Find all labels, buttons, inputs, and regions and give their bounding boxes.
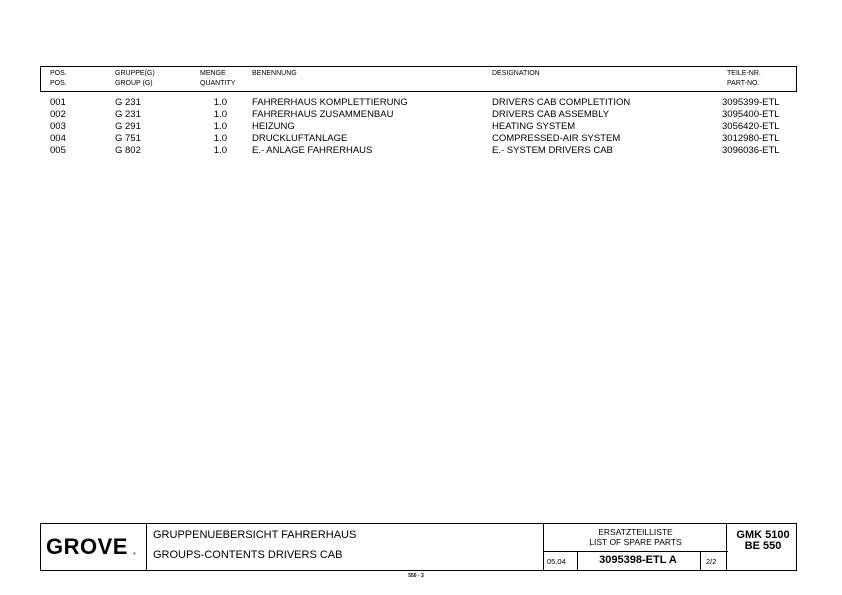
sheet-number: 2/2 [706, 557, 717, 566]
model-name: GMK 5100 [736, 529, 790, 541]
header-benennung: BENENNUNG [252, 70, 297, 77]
header-group: GRUPPE(G) GROUP (G) [115, 70, 155, 87]
cell-benennung: FAHRERHAUS KOMPLETTIERUNG [252, 97, 408, 108]
table-row [0, 121, 842, 133]
cell-group: G 231 [115, 97, 141, 108]
header-pos: POS. POS. [50, 70, 67, 87]
cell-quantity: 1.0 [213, 145, 227, 156]
table-row [0, 97, 842, 109]
header-quantity: MENGE QUANTITY [200, 70, 236, 87]
cell-pos: 002 [50, 109, 66, 120]
title-english: GROUPS-CONTENTS DRIVERS CAB [153, 549, 343, 561]
document-number: 3095398-ETL A [599, 554, 677, 566]
cell-pos: 005 [50, 145, 66, 156]
table-row [0, 109, 842, 121]
cell-part-no: 3096036-ETL [722, 145, 780, 156]
list-title-german: ERSATZTEILLISTE [598, 527, 673, 537]
cell-group: G 751 [115, 133, 141, 144]
page-number: 550 - 3 [408, 573, 424, 579]
list-title-english: LIST OF SPARE PARTS [589, 537, 682, 547]
registered-mark: ® [133, 551, 136, 556]
header-designation: DESIGNATION [492, 70, 540, 77]
cell-pos: 003 [50, 121, 66, 132]
cell-part-no: 3056420-ETL [722, 121, 780, 132]
cell-benennung: HEIZUNG [252, 121, 295, 132]
cell-benennung: DRUCKLUFTANLAGE [252, 133, 348, 144]
divider [577, 552, 578, 571]
divider [700, 552, 701, 571]
cell-designation: DRIVERS CAB COMPLETITION [492, 97, 631, 108]
cell-quantity: 1.0 [213, 97, 227, 108]
cell-benennung: E.- ANLAGE FAHRERHAUS [252, 145, 373, 156]
cell-part-no: 3095400-ETL [722, 109, 780, 120]
cell-benennung: FAHRERHAUS ZUSAMMENBAU [252, 109, 394, 120]
cell-group: G 802 [115, 145, 141, 156]
cell-pos: 004 [50, 133, 66, 144]
cell-pos: 001 [50, 97, 66, 108]
cell-quantity: 1.0 [213, 133, 227, 144]
grove-logo: GROVE [46, 534, 128, 559]
divider [726, 524, 727, 570]
cell-designation: HEATING SYSTEM [492, 121, 576, 132]
header-part-no: TEILE-NR. PART-NO. [727, 70, 761, 87]
divider [146, 524, 147, 570]
cell-designation: COMPRESSED-AIR SYSTEM [492, 133, 621, 144]
title-german: GRUPPENUEBERSICHT FAHRERHAUS [153, 529, 357, 541]
cell-quantity: 1.0 [213, 109, 227, 120]
cell-group: G 291 [115, 121, 141, 132]
cell-group: G 231 [115, 109, 141, 120]
issue-date: 05.04 [547, 557, 566, 566]
cell-part-no: 3012980-ETL [722, 133, 780, 144]
model-code: BE 550 [744, 540, 782, 552]
table-row [0, 133, 842, 145]
title-block [40, 523, 797, 571]
table-row [0, 145, 842, 157]
cell-designation: E.- SYSTEM DRIVERS CAB [492, 145, 613, 156]
cell-quantity: 1.0 [213, 121, 227, 132]
document-info-row [543, 551, 728, 571]
cell-part-no: 3095399-ETL [722, 97, 780, 108]
cell-designation: DRIVERS CAB ASSEMBLY [492, 109, 610, 120]
